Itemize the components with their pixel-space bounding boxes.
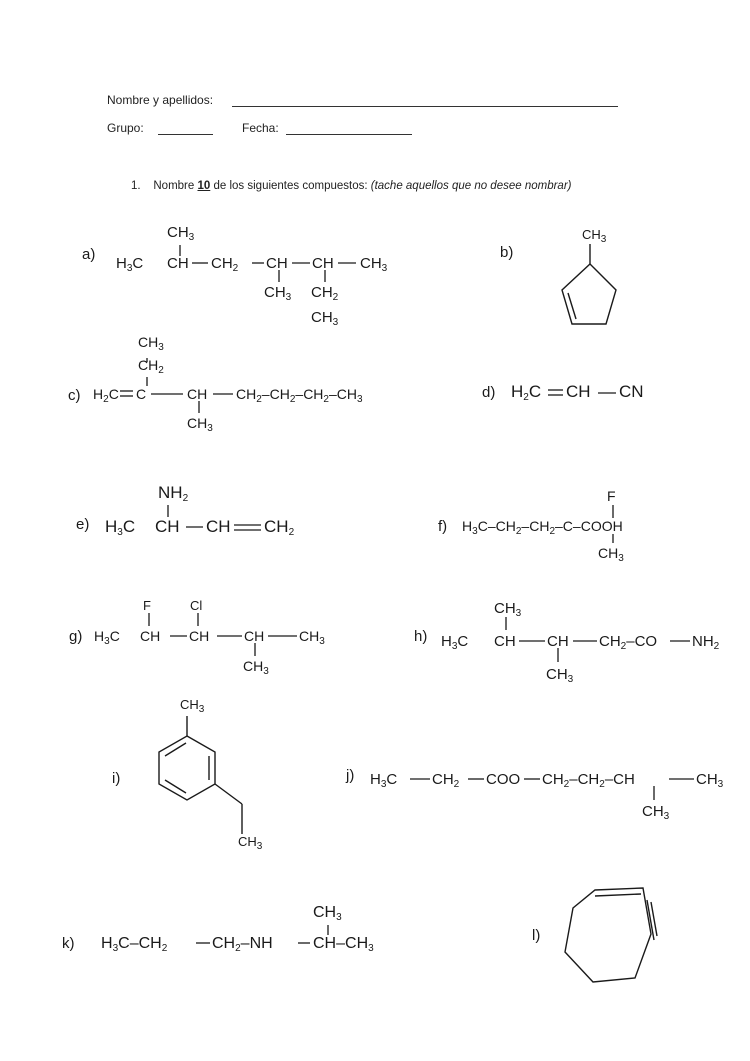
question-1 [131,180,572,192]
cyclopentene-ring [550,240,630,335]
a-ch-1: CH [167,255,189,272]
label-c: c) [68,387,81,404]
label-g: g) [69,628,83,645]
h-h3c: $H_3C$ [441,633,469,652]
e-ch-2: CH [206,517,231,536]
g-h3c: $H_3C$ [94,628,120,647]
question-text-before: Nombre [153,180,195,192]
e-ch2: $CH_2$ [264,517,295,538]
label-l: l) [532,927,541,944]
k-chain-start: $H_3C-CH_2$ [101,935,168,954]
c-top2: $CH_2$ [138,357,164,376]
d-ch: CH [566,382,591,401]
date-label: Fecha: [242,121,279,135]
label-i: i) [112,770,121,787]
h-ch2-co: $CH_2-CO$ [599,633,658,652]
e-ch-1: CH [155,517,180,536]
g-ch-2: CH [189,628,210,644]
c-ch2-1: $CH_2-CH_2-CH_2-CH_3$ [236,386,363,405]
h-ch-1: CH [494,633,516,650]
cycloheptenyne-ring [555,878,675,1008]
c-sub: $CH_3$ [187,415,213,434]
g-ch-1: CH [140,628,161,644]
a-ch3-end: $CH_3$ [360,255,388,274]
label-a: a) [82,246,96,263]
group-label: Grupo: [107,121,144,135]
b-ch3: $CH_3$ [582,227,607,245]
e-h3c: $H_3C$ [105,517,136,538]
d-h2c: $H_2C$ [511,382,542,403]
c-top1: $CH_3$ [138,334,164,353]
benzene-ring [140,712,280,852]
label-h: h) [414,628,428,645]
f-fluoro: F [607,488,616,504]
e-nh2: $NH_2$ [158,483,189,504]
d-cn: CN [619,382,644,401]
i-ch3-bottom: $CH_3$ [238,834,263,852]
a-h3c: $H_3C$ [116,255,144,274]
h-sub: $CH_3$ [546,666,574,685]
j-sub: $CH_3$ [642,803,670,822]
j-ch3: $CH_3$ [696,771,724,790]
j-coo: COO [486,771,521,788]
label-d: d) [482,384,496,401]
date-field-line[interactable] [286,134,412,135]
g-sub: $CH_3$ [243,658,269,677]
a-ch3-top: $CH_3$ [167,224,195,243]
j-ch2-1: $CH_2$ [432,771,460,790]
label-j: j) [346,767,355,784]
label-f: f) [438,518,448,535]
name-label: Nombre y apellidos: [107,93,214,107]
question-text-after: de los siguientes compuestos: [213,180,368,192]
c-c: C [136,386,147,402]
question-number: 1. [131,180,141,192]
c-ch: CH [187,386,208,402]
k-top: $CH_3$ [313,904,342,923]
name-field-line[interactable] [232,106,618,107]
g-ch-3: CH [244,628,265,644]
question-note: (tache aquellos que no desee nombrar) [370,180,572,192]
g-chloro: Cl [190,598,203,613]
j-h3c: $H_3C$ [370,771,398,790]
label-e: e) [76,516,90,533]
h-top: $CH_3$ [494,600,522,619]
a-ch2: $CH_2$ [211,255,239,274]
h-ch-2: CH [547,633,569,650]
g-ch3: $CH_3$ [299,628,325,647]
c-h2c: $H_2C$ [93,386,119,405]
label-k: k) [62,935,75,952]
h-nh2: $NH_2$ [692,633,720,652]
a-sub2b: $CH_3$ [311,309,339,328]
group-field-line[interactable] [158,134,213,135]
f-chain: $H_3C-CH_2-CH_2-C$–COOH [462,518,623,537]
a-ch-3: CH [312,255,334,272]
f-sub: $CH_3$ [598,545,624,564]
a-ch-2: CH [266,255,288,272]
j-ch2-ch2: $CH_2-CH_2-CH$ [542,771,635,790]
k-chain-mid: $CH_2-NH$ [212,935,273,954]
g-fluoro: F [143,598,151,613]
k-chain-end: $CH-CH_3$ [313,935,374,954]
a-sub1: $CH_3$ [264,284,292,303]
i-ch3-top: $CH_3$ [180,697,205,715]
label-b: b) [500,244,514,261]
a-sub2a: $CH_2$ [311,284,339,303]
question-count: 10 [197,180,211,192]
